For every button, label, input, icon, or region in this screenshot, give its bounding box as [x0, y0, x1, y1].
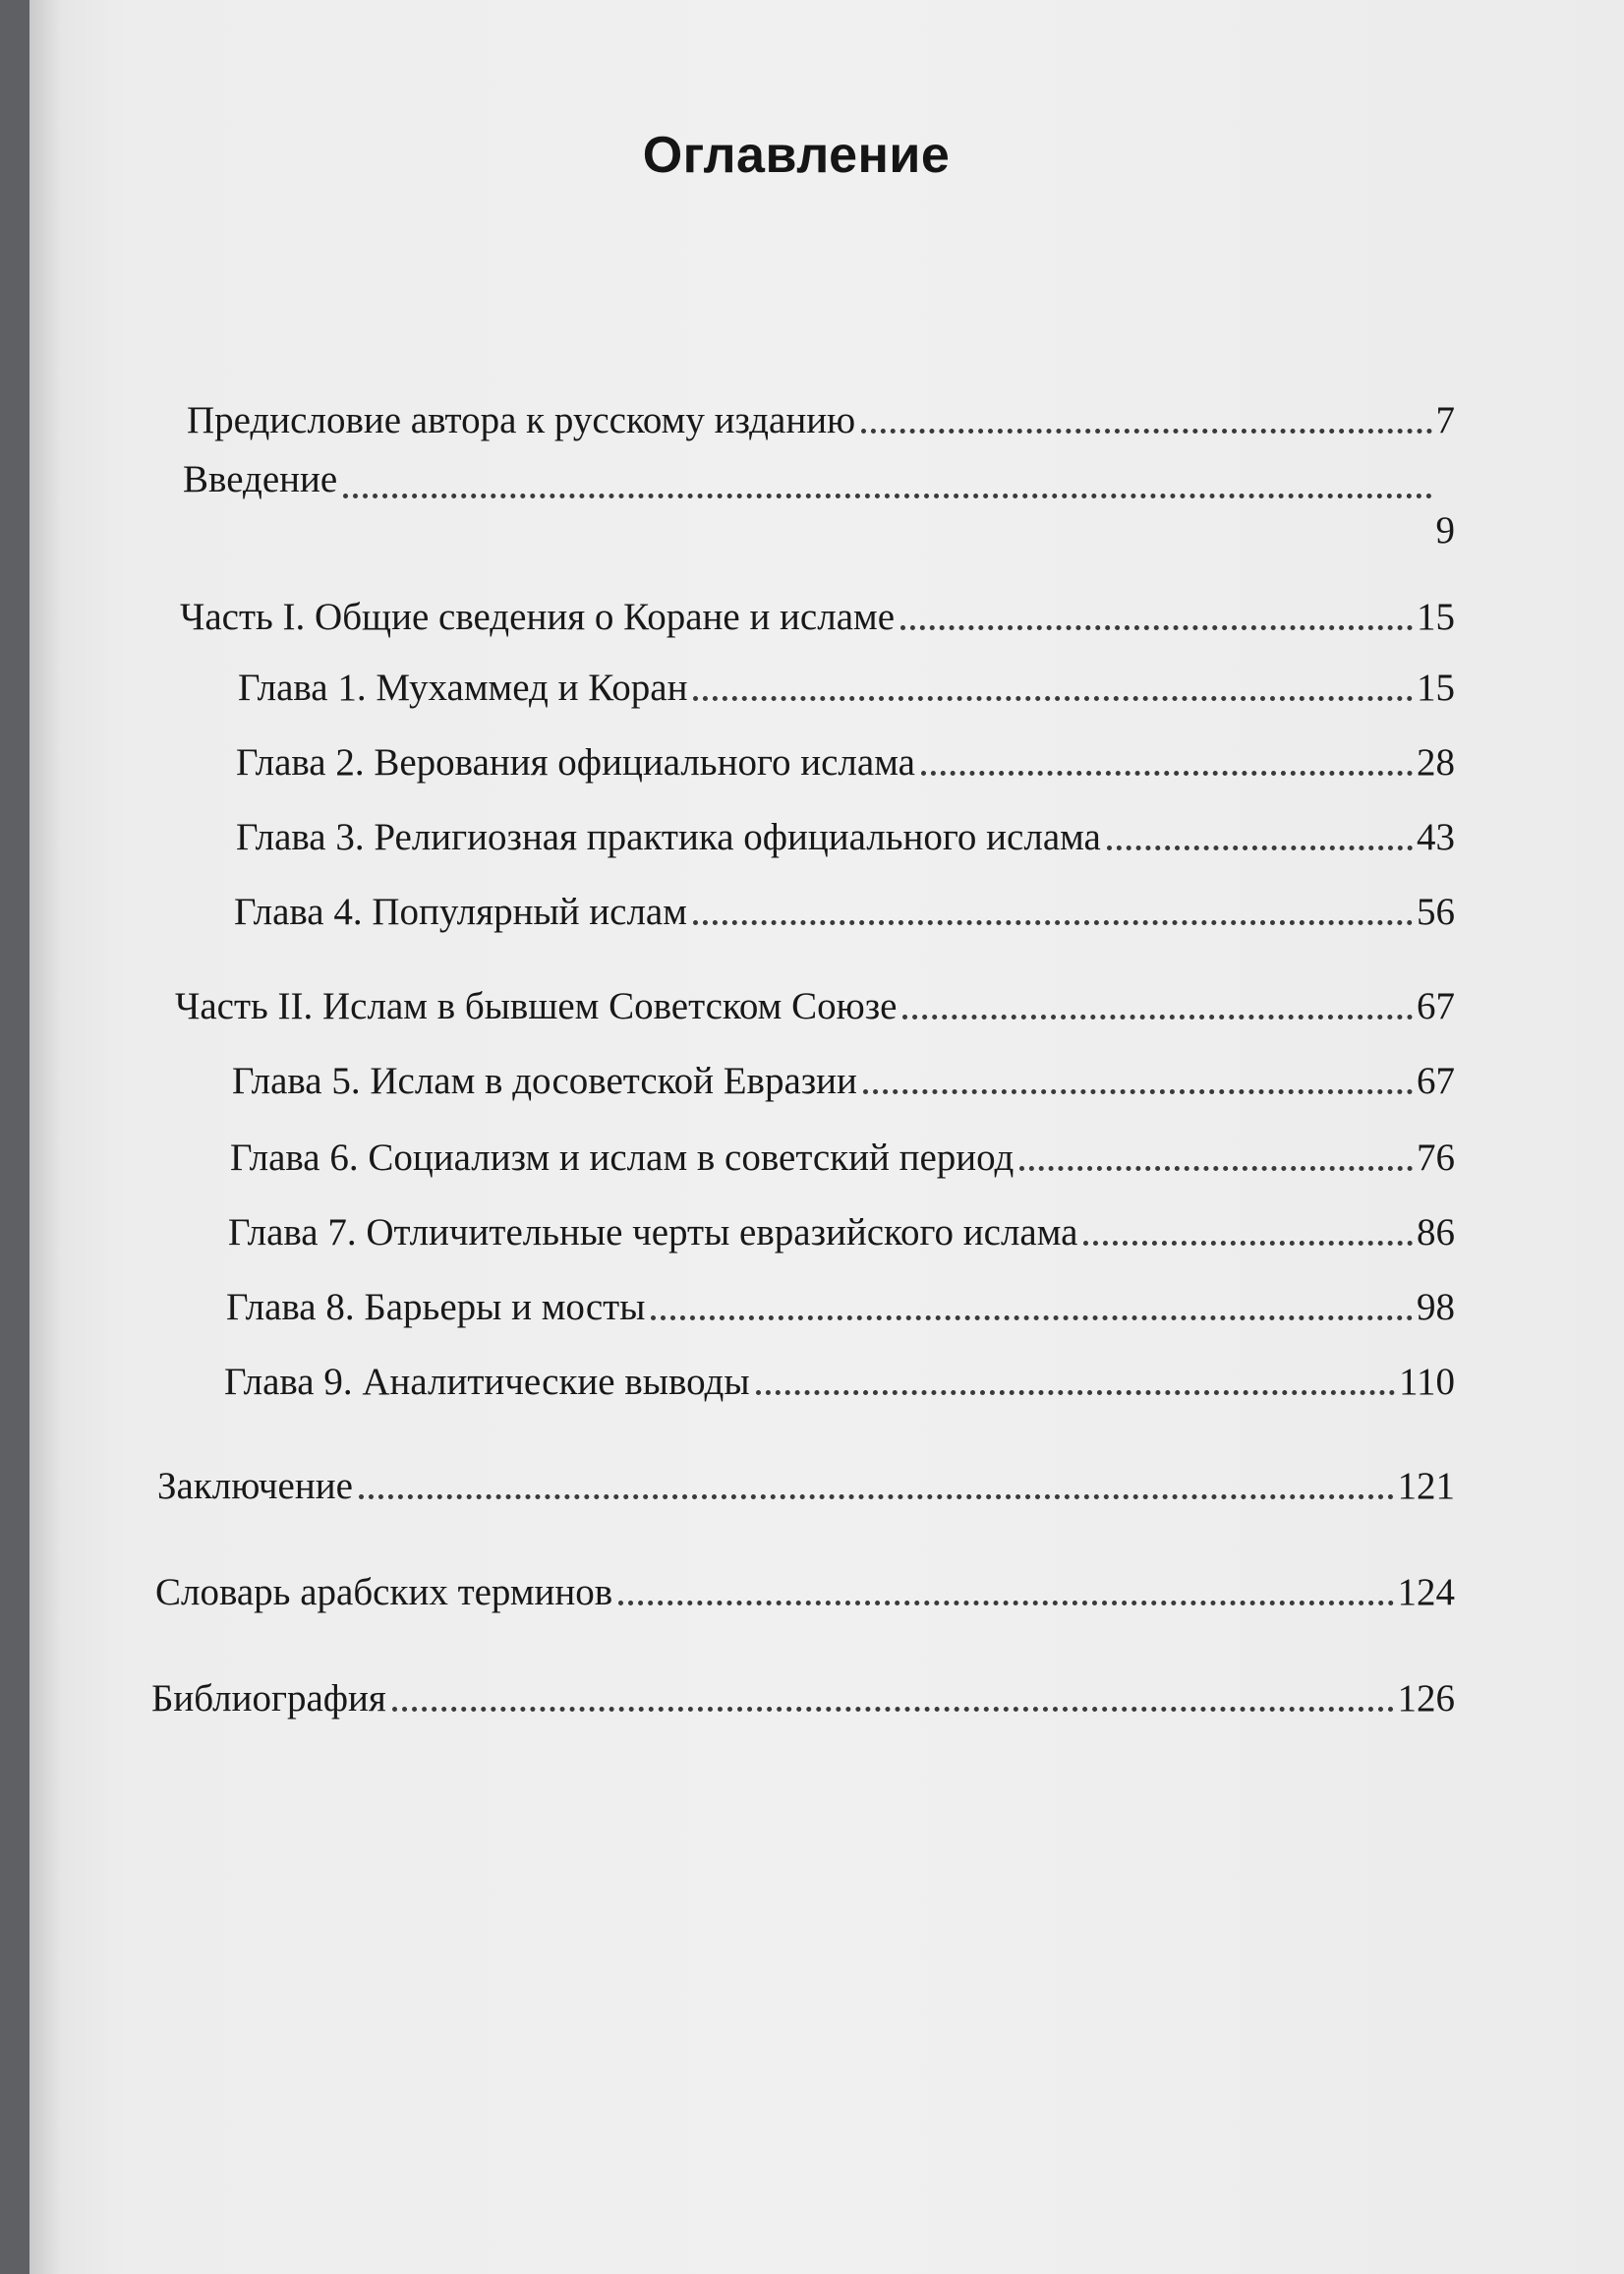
- toc-entry-page: 28: [1417, 741, 1455, 784]
- toc-entry-page: 7: [1435, 399, 1455, 441]
- dot-leader: [693, 920, 1413, 925]
- toc-entry-chapter-6: [230, 1138, 1455, 1177]
- toc-entry-part-2: [175, 987, 1455, 1025]
- toc-entry-label: Предисловие автора к русскому изданию: [187, 399, 856, 441]
- toc-entry-page: 126: [1397, 1677, 1455, 1720]
- toc-entry-label: Часть II. Ислам в бывшем Советском Союзе: [175, 985, 898, 1027]
- toc-entry-label: Введение: [183, 458, 338, 500]
- toc-entry-part-1: [180, 598, 1455, 636]
- dot-leader: [863, 1089, 1413, 1094]
- dot-leader: [693, 696, 1413, 701]
- dot-leader: [1019, 1166, 1413, 1171]
- toc-entry-page: 15: [1417, 596, 1455, 638]
- toc-entry-page: 121: [1397, 1465, 1455, 1507]
- toc-entry-chapter-8: [226, 1288, 1455, 1326]
- toc-entry-page: 67: [1417, 985, 1455, 1027]
- toc-entry-page: 15: [1417, 667, 1455, 709]
- toc-entry-label: Глава 4. Популярный ислам: [234, 891, 687, 933]
- toc-entry-label: Глава 7. Отличительные черты евразийского ислама: [228, 1211, 1078, 1254]
- dot-leader: [900, 625, 1413, 630]
- toc-entry-page: 98: [1417, 1286, 1455, 1328]
- dot-leader: [902, 1015, 1413, 1020]
- toc-entry-chapter-7: [228, 1213, 1455, 1252]
- dot-leader: [1083, 1241, 1413, 1246]
- toc-entry-label: Глава 8. Барьеры и мосты: [226, 1286, 646, 1328]
- toc-entry-label: Заключение: [157, 1465, 353, 1507]
- toc-entry-label: Глава 1. Мухаммед и Коран: [238, 667, 688, 709]
- dot-leader: [359, 1494, 1394, 1499]
- dot-leader: [392, 1707, 1394, 1712]
- toc-entry-label: Глава 9. Аналитические выводы: [224, 1361, 750, 1403]
- dot-leader: [861, 429, 1431, 434]
- toc-entry-page: 124: [1397, 1571, 1455, 1613]
- toc-entry-label: Часть I. Общие сведения о Коране и исламе: [180, 596, 896, 638]
- page-title: Оглавление: [642, 127, 951, 184]
- dot-leader: [618, 1601, 1393, 1605]
- dot-leader: [1107, 845, 1413, 850]
- toc-entry-chapter-5: [232, 1062, 1455, 1100]
- dot-leader: [343, 494, 1431, 498]
- toc-entry-page: 43: [1417, 816, 1455, 858]
- dot-leader: [756, 1390, 1395, 1395]
- toc-entry-page: 67: [1417, 1060, 1455, 1102]
- toc-entry-label: Глава 6. Социализм и ислам в советский период: [230, 1137, 1015, 1179]
- dot-leader: [921, 771, 1413, 776]
- dot-leader: [651, 1315, 1413, 1320]
- toc-entry-conclusion: [157, 1467, 1455, 1505]
- toc-entry-label: Глава 2. Верования официального ислама: [236, 741, 915, 784]
- toc-entry-label: Словарь арабских терминов: [155, 1571, 613, 1613]
- book-page: [29, 0, 1624, 2274]
- toc-entry-label: Библиография: [151, 1677, 386, 1720]
- toc-entry-bibliography: [151, 1679, 1455, 1718]
- toc-entry-glossary: [155, 1573, 1455, 1611]
- toc-entry-chapter-1: [238, 669, 1455, 707]
- toc-entry-page: 76: [1417, 1137, 1455, 1179]
- toc-entry-introduction: [183, 460, 1455, 550]
- toc-entry-chapter-2: [236, 743, 1455, 782]
- toc-entry-label: Глава 3. Религиозная практика официального ислама: [236, 816, 1101, 858]
- toc-entry-page: 9: [1435, 509, 1455, 552]
- toc-entry-preface: [187, 401, 1455, 439]
- toc-entry-page: 110: [1398, 1361, 1455, 1403]
- toc-entry-label: Глава 5. Ислам в досоветской Евразии: [232, 1060, 857, 1102]
- table-of-contents: [29, 0, 1624, 2274]
- toc-entry-page: 86: [1417, 1211, 1455, 1254]
- toc-entry-page: 56: [1417, 891, 1455, 933]
- toc-entry-chapter-9: [224, 1363, 1455, 1401]
- toc-entry-chapter-4: [234, 893, 1455, 931]
- toc-entry-chapter-3: [236, 818, 1455, 856]
